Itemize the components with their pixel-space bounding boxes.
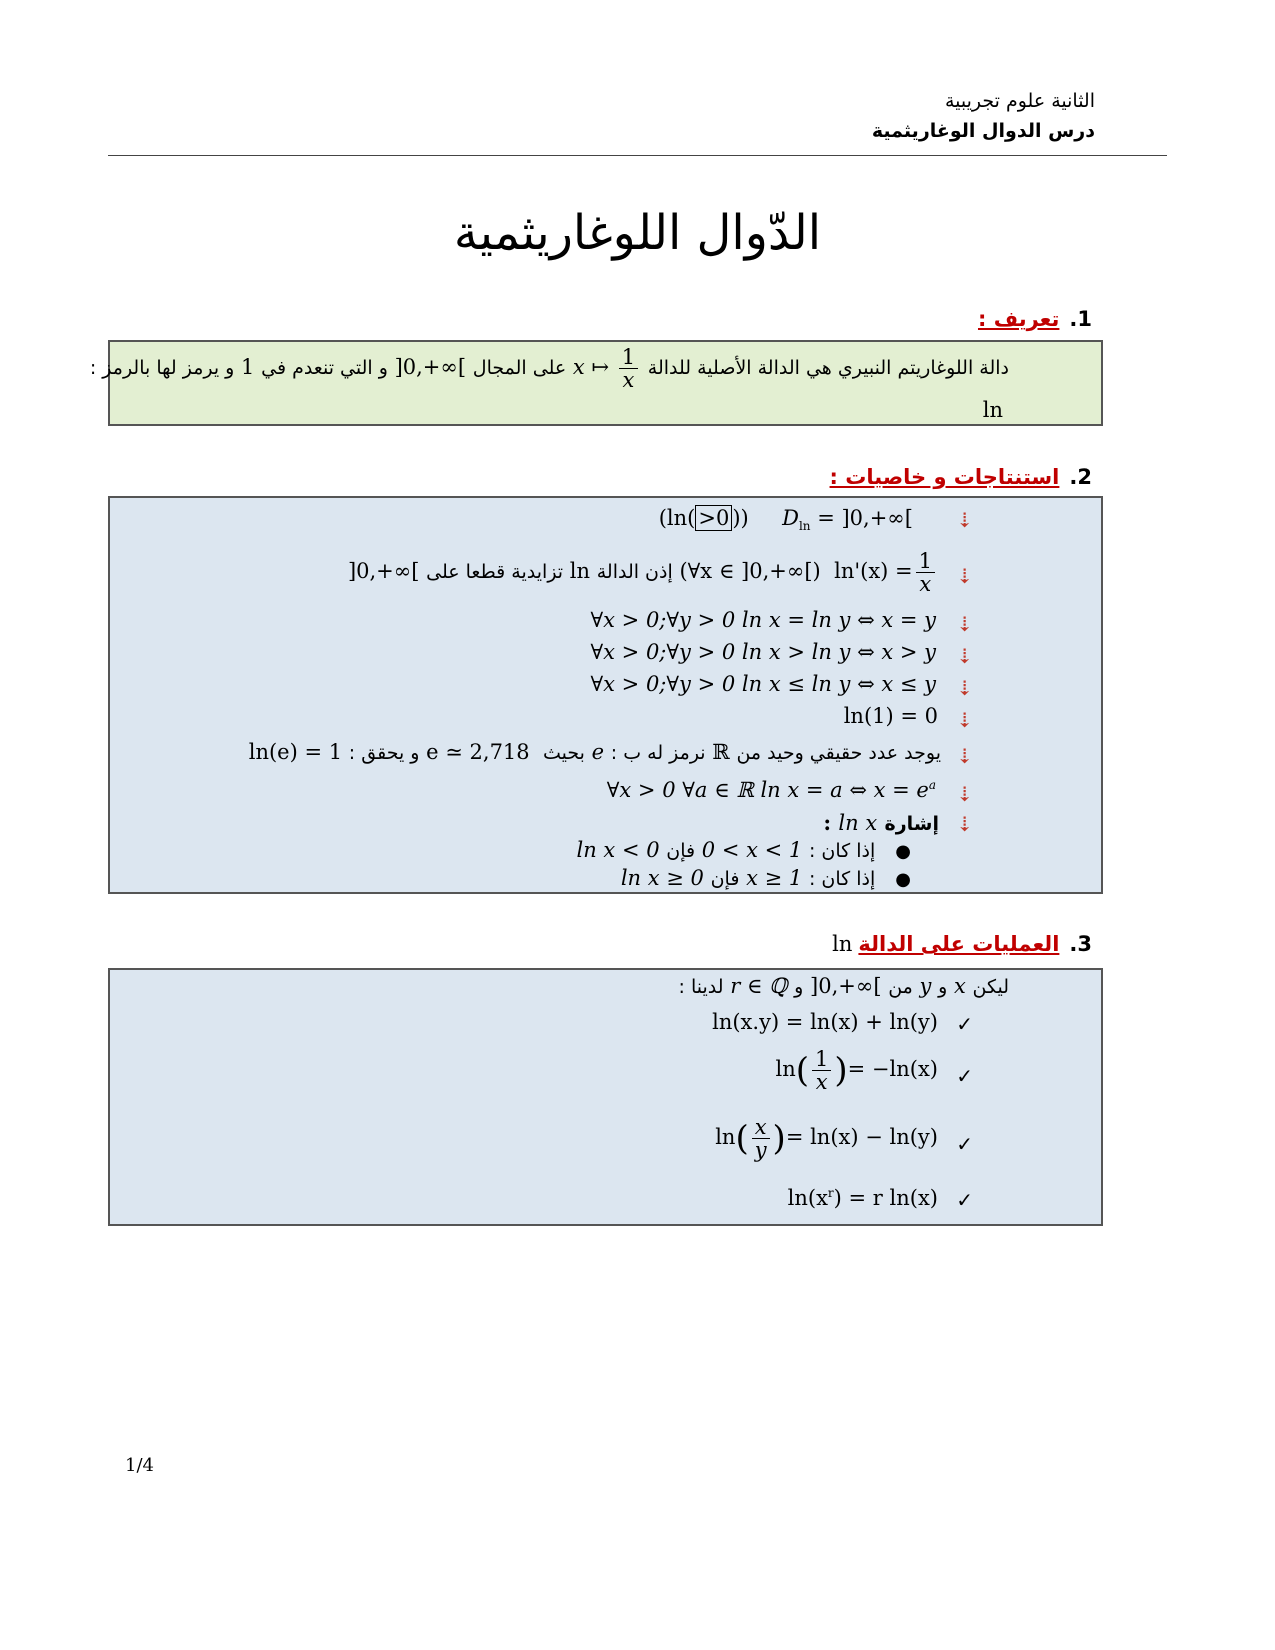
prop-arrow-8 [956, 782, 973, 806]
prop-greater: ∀x > 0;∀y > 0 ln x > ln y ⇔ x > y [590, 640, 936, 664]
rule-product: ln(x.y) = ln(x) + ln(y) [712, 1010, 938, 1034]
prop-domain: (ln( >0 )) $D_{ln} = ]0,+\infty$[ [658, 506, 913, 534]
prop-leq: ∀x > 0;∀y > 0 ln x ≤ ln y ⇔ x ≤ y [590, 672, 936, 696]
prop-exp: ∀x > 0 ∀a ∈ ℝ ln x = a ⇔ $x = e^a$ [606, 778, 936, 802]
def-map: x ↦ [572, 355, 610, 380]
bullet-icon: ● [895, 869, 911, 890]
properties-box [108, 496, 1103, 894]
down-arrow-icon: ⇣ [956, 812, 973, 836]
down-arrow-icon: ⇣ [956, 708, 973, 732]
prop-euler: يوجد عدد حقيقي وحيد من ℝ نرمز له ب : e بحيث e ≃ 2,718 و يحقق : ln(e) = 1 [248, 740, 941, 764]
prop-arrow-6 [956, 708, 973, 732]
prop-equality: ∀x > 0;∀y > 0 ln x = ln y ⇔ x = y [590, 608, 936, 632]
bullet-icon: ● [895, 841, 911, 862]
def-text-c: و التي تنعدم في [261, 357, 388, 380]
prop-ln-one: ln(1) = 0 [843, 704, 938, 728]
def-one: 1 [241, 355, 255, 380]
prop-derivative: ln'(x) = $\frac{1}{x}$ (∀x ∈ ]0,+∞[) إذن الدالة ln تزايدية قطعا على ]0,+∞[ [348, 550, 938, 595]
def-interval: ]0,+∞[ [394, 355, 467, 380]
down-arrow-icon: ⇣ [956, 744, 973, 768]
section1-heading [978, 307, 1092, 331]
operations-box [108, 968, 1103, 1226]
section3-number: 3. [1069, 932, 1092, 956]
section3-label-ln: ln [832, 932, 853, 956]
prop-arrow-5 [956, 676, 973, 700]
rule-power: $\ln(x^r) = r$ ln(x) [787, 1186, 938, 1210]
check-icon: ✓ [956, 1012, 973, 1036]
check-icon: ✓ [956, 1064, 973, 1088]
page-number: 1/4 [125, 1455, 154, 1476]
prop-arrow-2 [956, 564, 973, 588]
section1-label: تعريف : [977, 307, 1060, 331]
down-arrow-icon: ⇣ [956, 782, 973, 806]
down-arrow-icon: ⇣ [956, 564, 973, 588]
page-title: الدّوال اللوغاريثمية [453, 205, 822, 261]
down-arrow-icon: ⇣ [956, 644, 973, 668]
check-icon: ✓ [956, 1132, 973, 1156]
section1-number: 1. [1069, 307, 1092, 331]
header-lesson: درس الدوال الوغاريثمية [871, 120, 1095, 142]
section3-label: العمليات على الدالة [858, 932, 1060, 956]
down-arrow-icon: ⇣ [956, 612, 973, 636]
prop-arrow-1 [956, 508, 973, 532]
def-fraction: $\frac{1}{x}$ [619, 346, 638, 391]
prop-sign: إشارة ln x : [823, 810, 939, 835]
def-text-d: و يرمز لها بالرمز : [89, 357, 235, 380]
section2-number: 2. [1069, 465, 1092, 489]
header-level: الثانية علوم تجريبية [944, 90, 1095, 112]
rule-quotient: ln( $\frac{x}{y}$ )= ln(x) − ln(y) [715, 1115, 938, 1163]
section2-label: استنتاجات و خاصيات : [829, 465, 1060, 489]
rule-inverse: ln( $\frac{1}{x}$ )= −ln(x) [775, 1047, 938, 1095]
prop-arrow-7 [956, 744, 973, 768]
def-symbol: ln [982, 398, 1003, 422]
section3-heading [832, 932, 1092, 956]
sign-case-1: ● إذا كان : 0 < x < 1 فإن ln x < 0 [576, 838, 911, 862]
down-arrow-icon: ⇣ [956, 508, 973, 532]
definition-box [89, 340, 1103, 426]
sign-case-2: ● إذا كان : x ≥ 1 فإن ln x ≥ 0 [620, 866, 911, 890]
down-arrow-icon: ⇣ [956, 676, 973, 700]
section2-heading [830, 465, 1092, 489]
header-divider [108, 155, 1167, 156]
prop-arrow-9 [956, 812, 973, 836]
check-icon: ✓ [956, 1188, 973, 1212]
ops-intro: ليكن x و y من ]0,+∞[ و r ∈ ℚ لدينا : [678, 974, 1009, 998]
def-text-a: دالة اللوغاريتم النبيري هي الدالة الأصلية للدالة [647, 357, 1009, 380]
prop-arrow-4 [956, 644, 973, 668]
def-text-b: على المجال [472, 357, 567, 380]
definition-line [90, 346, 1009, 391]
prop-arrow-3 [956, 612, 973, 636]
